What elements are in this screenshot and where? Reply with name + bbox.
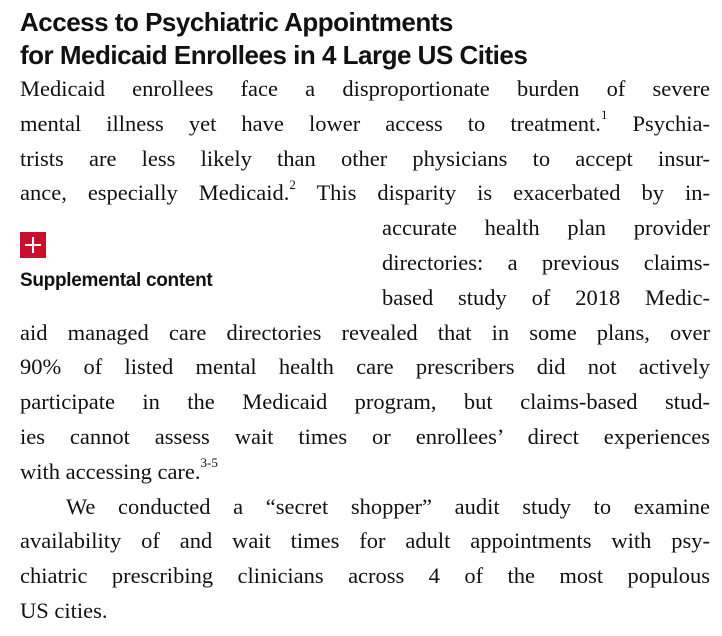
text-line: accurate health plan provider bbox=[382, 215, 710, 241]
text-line: participate in the Medicaid program, but claims-based stud- bbox=[20, 389, 710, 415]
title-line-2: for Medicaid Enrollees in 4 Large US Cities bbox=[20, 40, 528, 70]
text-line: based study of 2018 Medic- bbox=[382, 284, 710, 310]
text-line: ance, especially Medicaid.$^2$ This disparity is exacerbated by in- bbox=[20, 176, 710, 206]
article-title bbox=[20, 6, 710, 72]
reference-2[interactable]: 2 bbox=[289, 176, 296, 192]
reference-3-5[interactable]: 3-5 bbox=[200, 455, 218, 471]
text-line: US cities. bbox=[20, 597, 108, 623]
reference-1[interactable]: 1 bbox=[600, 107, 608, 123]
article bbox=[20, 6, 710, 629]
text-line: availability of and wait times for adult appointments with psy- bbox=[20, 528, 710, 554]
text-line: Medicaid enrollees face a disproportionate burden of severe bbox=[20, 76, 710, 101]
supplemental-content bbox=[20, 232, 350, 292]
text-line: mental illness yet have lower access to treatment.$^1$ Psychia- bbox=[20, 107, 710, 136]
text-line: 90% of listed mental health care prescribers did not actively bbox=[20, 354, 710, 380]
text-line: directories: a previous claims- bbox=[382, 249, 710, 275]
text-line: We conducted a “secret shopper” audit study to examine bbox=[66, 493, 710, 519]
text-line: with accessing care.$^{3-5}$ bbox=[20, 455, 218, 484]
text-line: ies cannot assess wait times or enrollees’ direct experiences bbox=[20, 423, 710, 449]
title-line-1: Access to Psychiatric Appointments bbox=[20, 7, 453, 37]
plus-icon[interactable] bbox=[20, 232, 46, 258]
supplemental-content-link[interactable]: Supplemental content bbox=[20, 270, 213, 291]
paragraph-2 bbox=[20, 490, 710, 629]
text-line: trists are less likely than other physicians to accept insur- bbox=[20, 145, 710, 171]
text-line: aid managed care directories revealed that in some plans, over bbox=[20, 319, 710, 345]
text-line: chiatric prescribing clinicians across 4 of the most populous bbox=[20, 563, 710, 589]
